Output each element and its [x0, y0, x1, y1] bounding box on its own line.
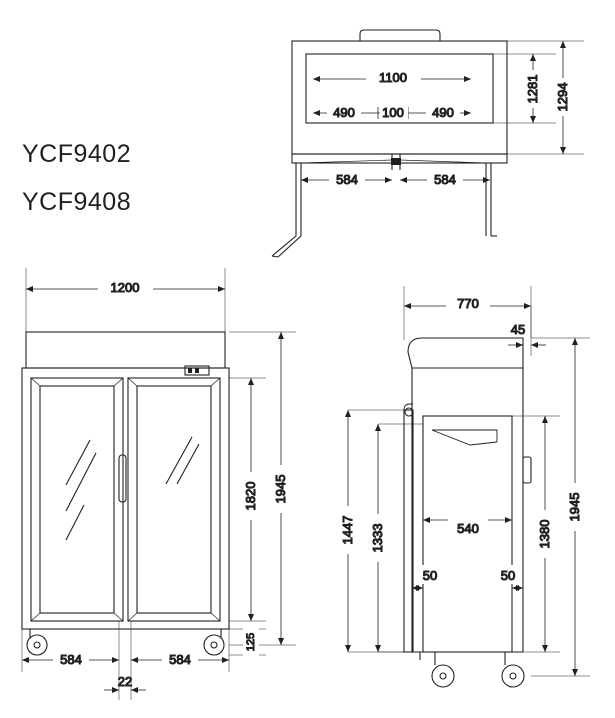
dim-1200	[26, 268, 225, 332]
front-view-left-door	[31, 378, 123, 621]
dim-584-584-top	[301, 171, 490, 189]
top-plan-view	[272, 30, 584, 257]
front-view-right-glass	[137, 386, 211, 613]
dim-1945-side	[531, 338, 590, 676]
dim-770-label: 770	[457, 296, 479, 311]
dim-1820	[229, 378, 266, 621]
dim-584-front-left-label: 584	[60, 652, 82, 667]
front-view-right-door	[128, 378, 220, 621]
dim-1333-label: 1333	[370, 523, 385, 553]
front-view-switch-1	[188, 368, 192, 373]
dim-584-front-right-label: 584	[169, 652, 191, 667]
dim-540-label: 540	[457, 521, 479, 536]
top-view-leg-1-foot-b	[278, 236, 301, 257]
dim-1294	[507, 41, 584, 154]
dim-1380-label: 1380	[537, 519, 552, 549]
side-view-duct-angle	[432, 430, 497, 445]
dim-1447-label: 1447	[340, 515, 355, 545]
front-view-right-door-corners	[128, 378, 220, 621]
dim-50-left-label: 50	[422, 568, 438, 583]
dim-584-top-left-label: 584	[336, 172, 358, 187]
side-view-castor-right	[502, 665, 524, 687]
dim-45	[508, 306, 546, 356]
dim-540	[423, 517, 512, 537]
front-view-left-glass	[40, 386, 114, 613]
dim-584-top-right-label: 584	[434, 172, 456, 187]
front-view-right-glass-reflections	[166, 437, 199, 484]
front-view-castor-left	[27, 635, 47, 655]
dim-125-label: 125	[245, 632, 257, 652]
dim-50-right	[495, 565, 523, 591]
top-view-handle	[360, 30, 440, 41]
top-view-foot-1-cap	[272, 256, 278, 257]
dim-1281-label: 1281	[525, 74, 540, 104]
front-view-castor-right-hub	[211, 642, 217, 648]
dim-1333	[369, 424, 423, 652]
model-number-ycf9402: YCF9402	[22, 140, 132, 168]
top-view-outline	[292, 41, 507, 154]
front-view-left-door-corners	[31, 378, 123, 621]
dim-1294-label: 1294	[555, 82, 570, 112]
model-number-ycf9408: YCF9408	[22, 188, 132, 216]
dim-1100	[313, 68, 471, 87]
dim-1820-label: 1820	[243, 481, 258, 511]
front-view-switch-2	[195, 368, 199, 373]
dim-1100-label: 1100	[379, 70, 407, 85]
dim-490-left-label: 490	[333, 105, 355, 120]
dim-50-right-label: 50	[500, 568, 516, 583]
side-view-handle	[523, 457, 531, 483]
front-elevation-view	[22, 268, 296, 700]
top-view-leg-1-foot	[272, 236, 296, 256]
dim-490-right-label: 490	[432, 105, 454, 120]
front-view-left-glass-reflections	[66, 440, 96, 540]
dim-45-label: 45	[510, 322, 526, 337]
side-elevation-view	[339, 286, 590, 687]
dim-125	[229, 628, 266, 658]
dim-1945-front	[229, 332, 296, 645]
dim-1945-side-label: 1945	[567, 492, 582, 522]
front-view-canopy	[26, 332, 225, 368]
dim-22-label: 22	[117, 674, 133, 689]
dim-50-left	[412, 565, 443, 591]
side-view-duct	[432, 430, 497, 442]
side-view-body	[412, 368, 523, 652]
dim-1281	[493, 54, 556, 123]
dim-1380	[512, 416, 560, 652]
top-view-centre-block	[391, 158, 401, 165]
side-view-top-cowl	[408, 338, 523, 368]
side-view-castor-left-hub	[440, 673, 446, 679]
dim-490-100-490	[313, 104, 471, 122]
dim-1200-label: 1200	[110, 280, 140, 295]
side-view-castor-left	[432, 665, 454, 687]
front-view-castor-left-hub	[34, 642, 40, 648]
dim-100-label: 100	[382, 105, 404, 120]
dim-584-22-584-front	[22, 621, 229, 700]
dim-1945-front-label: 1945	[273, 474, 288, 504]
side-view-castor-right-hub	[510, 673, 516, 679]
front-view-castor-right	[204, 635, 224, 655]
